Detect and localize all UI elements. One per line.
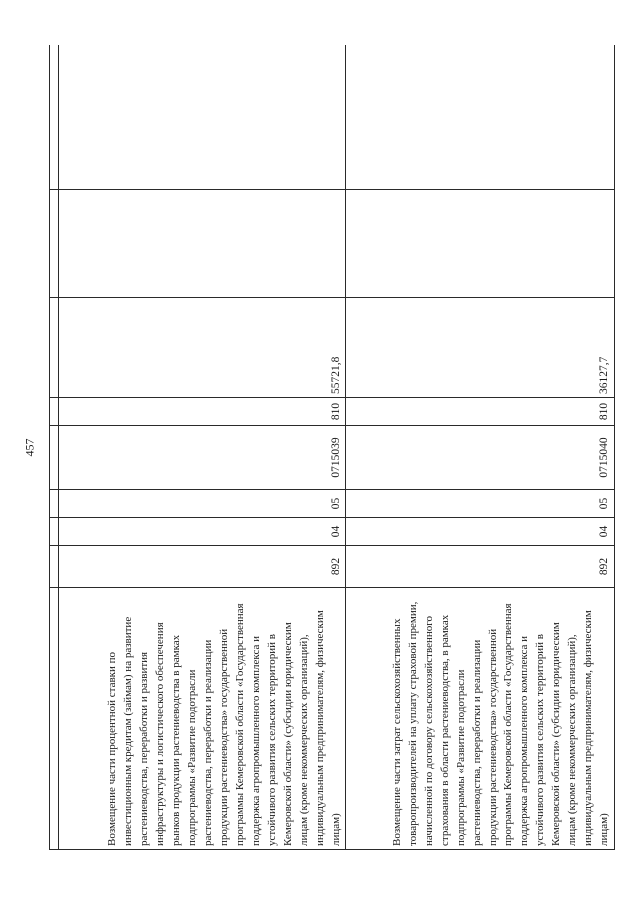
- empty-cell: [346, 45, 615, 190]
- spacer-cell: [50, 588, 59, 850]
- spacer-cell: [50, 426, 59, 490]
- budget-table: [49, 45, 615, 850]
- spacer-cell: [50, 490, 59, 518]
- amount-cell: 55721,8: [59, 298, 346, 398]
- empty-cell: [59, 45, 346, 190]
- table-row: [346, 45, 615, 850]
- spacer-cell: [50, 546, 59, 588]
- empty-cell: [346, 190, 615, 298]
- table-row: [59, 45, 346, 850]
- amount-cell: 36127,7: [346, 298, 615, 398]
- ministry-code-cell: 892: [346, 546, 615, 588]
- spacer-cell: [50, 398, 59, 426]
- section-code-cell: 04: [59, 518, 346, 546]
- expense-type-cell: 810: [346, 398, 615, 426]
- spacer-cell: [50, 298, 59, 398]
- target-article-cell: 0715039: [59, 426, 346, 490]
- spacer-cell: [50, 518, 59, 546]
- target-article-cell: 0715040: [346, 426, 615, 490]
- subsection-code-cell: 05: [346, 490, 615, 518]
- subsection-code-cell: 05: [59, 490, 346, 518]
- ministry-code-cell: 892: [59, 546, 346, 588]
- section-code-cell: 04: [346, 518, 615, 546]
- description-cell: Возмещение части процентной ставки по инвестиционным кредитам (займам) на развитие растениеводства, переработки и развития инфраструктуры и логистического обеспечения рынков продукции растениеводства в рамках подпрограммы «Развитие подотрасли растениеводства, переработки и реализации продукции растениеводства» государственной программы Кемеровской области «Государственная поддержка агропромышленного комплекса и устойчивого развития сельских территорий в Кемеровской области» (субсидии юридическим лицам (кроме некоммерческих организаций), индивидуальным предпринимателям, физическим лицам): [59, 588, 346, 850]
- rotated-table-frame: [49, 45, 615, 850]
- description-cell: Возмещение части затрат сельскохозяйственных товаропроизводителей на уплату страховой премии, начисленной по договору сельскохозяйственного страхования в области растениеводства, в рамках подпрограммы «Развитие подотрасли растениеводства, переработки и реализации продукции растениеводства» государственной программы Кемеровской области «Государственная поддержка агропромышленного комплекса и устойчивого развития сельских территорий в Кемеровской области» (субсидии юридическим лицам (кроме некоммерческих организаций), индивидуальным предпринимателям, физическим лицам): [346, 588, 615, 850]
- empty-cell: [59, 190, 346, 298]
- expense-type-cell: 810: [59, 398, 346, 426]
- spacer-cell: [50, 190, 59, 298]
- spacer-cell: [50, 45, 59, 190]
- page-number: 457: [22, 438, 37, 457]
- table-container: [49, 45, 615, 850]
- table-header-spacer: [50, 45, 59, 850]
